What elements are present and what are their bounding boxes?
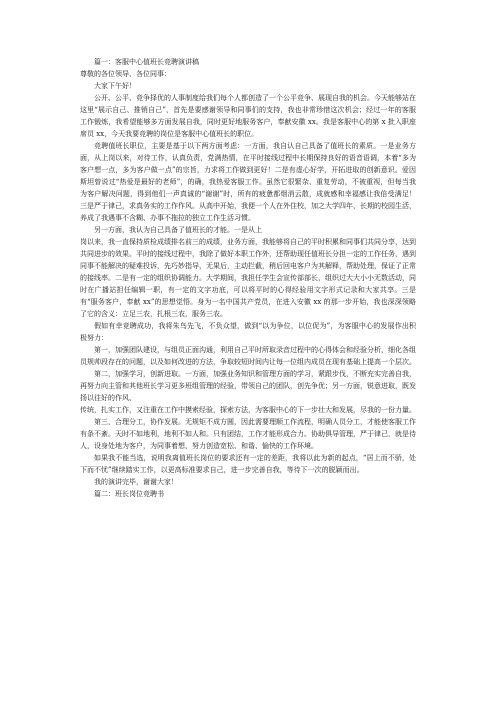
- greeting-line: 尊敬的各位领导、各位同事：: [80, 70, 171, 78]
- paragraph-abilities-lead: 另一方面，我认为自己具备了值班长的才能。一是从上: [94, 226, 262, 234]
- paragraph-abilities: 岗以来，我一直保持质检成绩排名前三的成绩，业务方面，我能够将自己的平时积累和同事们共同分享，达到共同进步的效果。平时的接线过程中，我除了做好本职工作外，还帮助现任值班长分担一定的工作任务，遇到同事不能解决的疑难投诉，先巧妙指导，无果后，主动拦截，稍后回电客户为其解释，帮助处理，保证了正常的接线率。二是有一定的组织协调能力。大学期间，我担任学生会宣传部部长，组织过大大小小无数活动，同时在广播站担任编辑一职，有一定的文字功底，可以将平时的心得经验用文字形式记录和大家共享。三是有“服务客户，奉献 xx”的思想觉悟。身为一名中国共产党员，在进入安徽 xx 的那一步开始，我也深深领略了它的含义：立足三农，扎根三农，服务三农。: [80, 238, 416, 318]
- document-title-1: 篇一：客服中心值班长竞聘演讲稿: [94, 58, 199, 66]
- paragraph-qualities: 竞聘值班长职位，主要是基于以下两方面考虑：一方面，我自认自己具备了值班长的素质。一是业务方面，从上岗以来，对待工作，认真负责，党满热情，在平时接线过程中长期保持良好的语音语调，本着“多为客户想一点，多为客户做一点”的宗旨，力求将工作做到更好！二是有虚心好学，开拓进取的创新意识。爱因斯坦曾说过“热爱是最好的老师”，的确，我热爱客服工作。虽然它很繁杂、重复劳动，不被重视，但每当我为客户解决问题，得到他们一声真诚的“谢谢”时，所有的疲惫都烟消云散，成就感和幸福感让我倍受满足！三是严于律己，求真务实的工作作风。从高中开始，我便一个人在外住校，加之大学四年，长期的校园生活，养成了我遇事不含糊、办事不拖拉的独立工作生活习惯。: [80, 142, 416, 222]
- hello-line: 大家下午好！: [94, 82, 136, 90]
- paragraph-second-point-cont: 传统，扎实工作，又注重在工作中摸索经验，探索方法，为客服中心的下一步壮大和发展，尽我的一份力量。: [80, 406, 416, 414]
- document-title-2: 篇二：班长岗位竞聘书: [94, 490, 164, 498]
- document-page: [80, 56, 416, 500]
- paragraph-third-point: 第三，合理分工，协作发展。无规矩不成方圆，因此需要理顺工作流程，明确人员分工，才能使客服工作有条不紊。天时不如地利，地利不如人和。只有团结，工作才能形成合力。协助俱导管理，严于律己，就是待人，设身处地为客户，为同事着想，努力创造宽松、和谐、愉快的工作环境。: [80, 418, 416, 450]
- paragraph-if-elected: 假如有幸竞聘成功，我将朱鸟先飞，不负众望，做到“以为争位，以位促为”，为客服中心的发展作出积极努力：: [80, 322, 416, 342]
- paragraph-intro: 公开、公平、竞争择优的人事制度给我们每个人都创造了一个公平竞争、展现自我的机会。今天能够站在这里“展示自己、推销自己”，首先是要感谢领导和同事们的支持，我也非常珍惜这次机会；经过一年的客服工作锻炼，我希望能够多方面发展自我，同时更好地服务客户，奉献安徽 xx。我是客服中心的第 x 批入职座席员 xx，今天我要竞聘的岗位是客服中心值班长的职位。: [80, 94, 416, 138]
- paragraph-first-point: 第一，加强团队建设，与组员正面沟通，利用自己平时所取录音过程中的心得体会和经验分析，细化各组员规帅段存在的问题，以及如何改进的方法，争取较短时间内让每一位组内成员在现有基础上提高一个层次。: [80, 346, 416, 366]
- paragraph-second-point: 第二，加强学习，创新进取。一方面，加强业务知识和管理方面的学习，紧跟步伐，不断充实完善自我，再努力向主管和其他班长学习更多班组管理的经验，带领自己的团队，创先争优；另一方面，锐意进取，既发扬以往好的作风、: [80, 370, 416, 402]
- paragraph-if-not-elected: 如果我不能当选，说明我离值班长岗位的要求还有一定的差距，我将以此为新的起点，“居上而不骄，处下而不忧”继续踏实工作，以更高标准要求自己，进一步完善自我，等待下一次的脱颖而出。: [80, 454, 416, 474]
- paragraph-closing: 我的演讲完毕，谢谢大家！: [94, 478, 178, 486]
